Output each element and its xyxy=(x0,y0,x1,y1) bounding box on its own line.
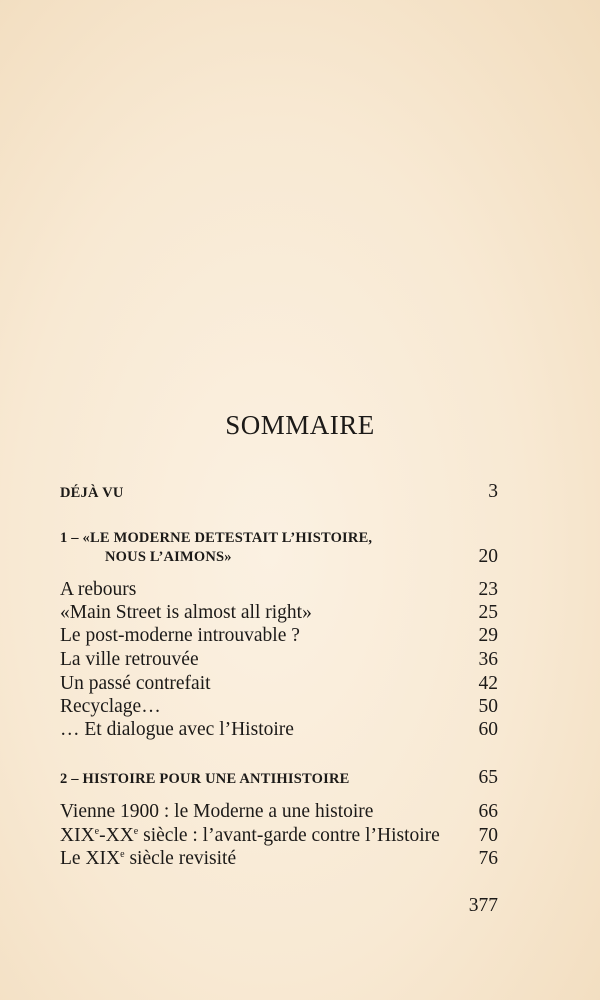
toc-entry-label: … Et dialogue avec l’Histoire xyxy=(60,719,294,740)
page-folio: 377 xyxy=(468,895,498,916)
toc-entry xyxy=(60,648,498,672)
toc-entry-label: Un passé contrefait xyxy=(60,673,211,694)
part1-heading-line2: NOUS L’AIMONS» xyxy=(105,549,232,565)
toc-entry-label: Le post-moderne introuvable ? xyxy=(60,625,300,646)
toc-entry-label: XIXe-XXe siècle : l’avant-garde contre l’Histoire xyxy=(60,825,440,846)
toc-entry-label: La ville retrouvée xyxy=(60,649,199,670)
toc-part2-heading xyxy=(60,766,498,791)
toc-entry-label: DÉJÀ VU xyxy=(60,485,124,501)
toc-entry-label: «Main Street is almost all right» xyxy=(60,602,312,623)
toc-page-number: 50 xyxy=(478,696,498,717)
toc-entry-label: A rebours xyxy=(60,579,137,600)
part1-heading-line1: 1 – «LE MODERNE DETESTAIT L’HISTOIRE, xyxy=(60,530,373,546)
toc-entry xyxy=(60,601,498,625)
toc-entry-intro xyxy=(60,480,498,505)
toc-entry xyxy=(60,672,498,696)
page-title: SOMMAIRE xyxy=(225,410,375,440)
toc-page-number: 66 xyxy=(478,801,498,822)
toc-entry xyxy=(60,578,498,602)
toc-page-number: 23 xyxy=(478,579,498,600)
toc-page-number: 42 xyxy=(478,673,498,694)
toc-page-number: 60 xyxy=(478,719,498,740)
toc-entry xyxy=(60,800,498,824)
toc-entry-label: Vienne 1900 : le Moderne a une histoire xyxy=(60,801,374,822)
toc-entry-label: Le XIXe siècle revisité xyxy=(60,848,237,869)
toc-page-number: 20 xyxy=(478,546,498,567)
toc-page-number: 29 xyxy=(478,625,498,646)
toc-part1-page-row xyxy=(60,545,498,569)
toc-page-number: 70 xyxy=(478,825,498,846)
toc-entry xyxy=(60,718,498,742)
toc-page-number: 76 xyxy=(478,848,498,869)
part2-heading: 2 – HISTOIRE POUR UNE ANTIHISTOIRE xyxy=(60,771,350,787)
toc-entry xyxy=(60,824,498,848)
toc-entry xyxy=(60,847,498,871)
toc-entry xyxy=(60,695,498,719)
toc-page-number: 65 xyxy=(478,767,498,788)
toc-page-number: 36 xyxy=(478,649,498,670)
toc-entry xyxy=(60,624,498,648)
toc-entry-label: Recyclage… xyxy=(60,696,161,717)
toc-page-number: 25 xyxy=(478,602,498,623)
toc-page-number: 3 xyxy=(488,481,498,502)
